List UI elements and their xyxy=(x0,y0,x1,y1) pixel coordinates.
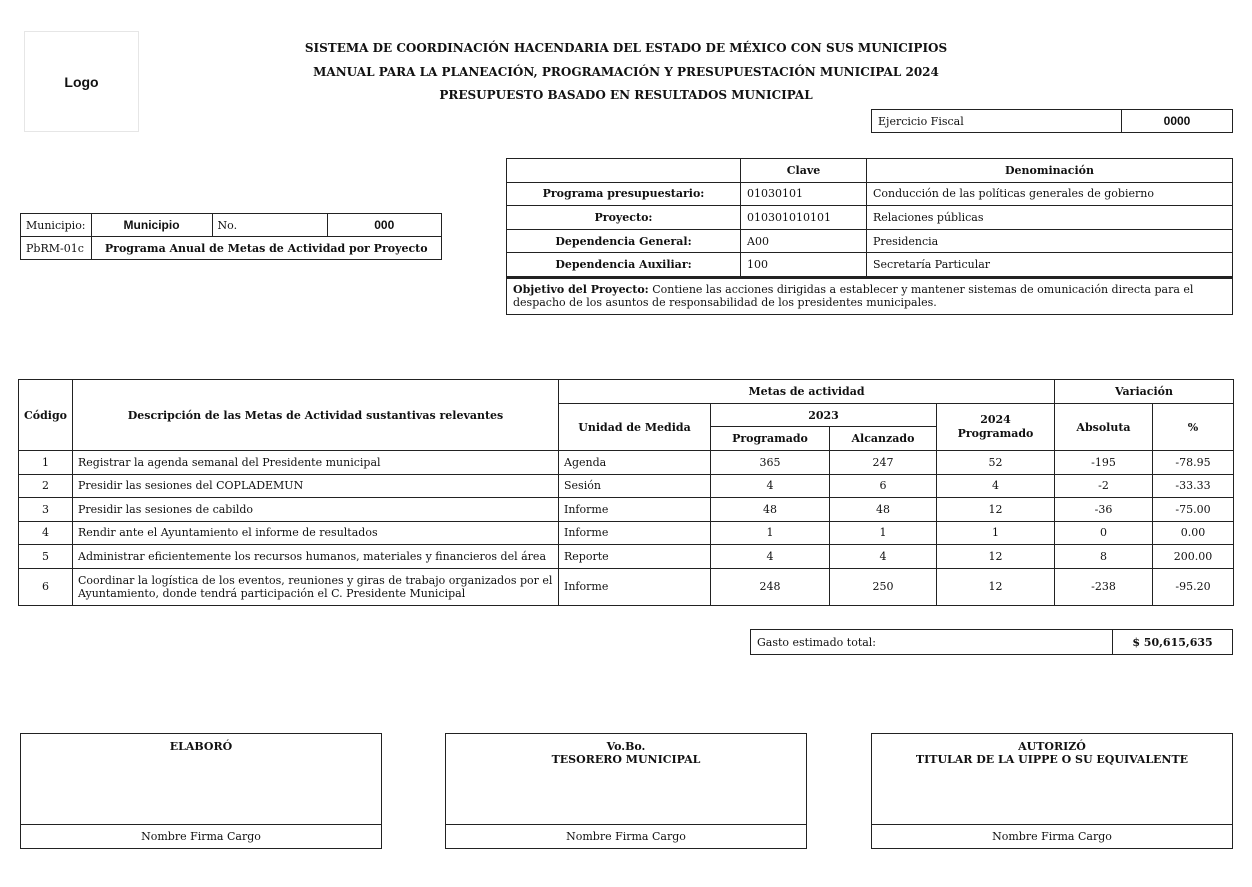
numero-label: No. xyxy=(212,214,327,237)
cell-descripcion: Presidir las sesiones del COPLADEMUN xyxy=(73,474,559,498)
descripcion-header: Descripción de las Metas de Actividad sustantivas relevantes xyxy=(73,380,559,451)
year-2024-label: 2024 xyxy=(980,413,1011,426)
cell-codigo: 2 xyxy=(19,474,73,498)
programa-row-clave: A00 xyxy=(741,229,867,253)
cell-porcentaje: -75.00 xyxy=(1153,498,1234,522)
firma-autorizo-title xyxy=(872,740,1232,766)
firma-title-line1: Vo.Bo. xyxy=(606,740,646,753)
cell-unidad: Informe xyxy=(559,498,711,522)
cell-codigo: 4 xyxy=(19,521,73,545)
firma-title-line1: AUTORIZÓ xyxy=(1018,740,1086,753)
cell-descripcion: Presidir las sesiones de cabildo xyxy=(73,498,559,522)
cell-porcentaje: 200.00 xyxy=(1153,545,1234,569)
numero-value: 000 xyxy=(327,214,441,237)
cell-unidad: Informe xyxy=(559,568,711,605)
municipio-value: Municipio xyxy=(91,214,212,237)
cell-codigo: 3 xyxy=(19,498,73,522)
table-row xyxy=(19,474,1234,498)
cell-alcanzado-2023: 247 xyxy=(830,451,937,475)
cell-alcanzado-2023: 48 xyxy=(830,498,937,522)
cell-programado-2024: 52 xyxy=(937,451,1055,475)
programa-table xyxy=(506,158,1233,277)
gasto-table xyxy=(750,629,1233,655)
cell-absoluta: -2 xyxy=(1055,474,1153,498)
gasto-label: Gasto estimado total: xyxy=(751,630,1113,655)
cell-descripcion: Rendir ante el Ayuntamiento el informe de resultados xyxy=(73,521,559,545)
table-row xyxy=(19,568,1234,605)
firma-autorizo xyxy=(871,733,1233,849)
cell-porcentaje: -78.95 xyxy=(1153,451,1234,475)
cell-alcanzado-2023: 250 xyxy=(830,568,937,605)
programa-row xyxy=(507,182,1233,206)
year-2023-header: 2023 xyxy=(711,404,937,427)
table-row xyxy=(19,498,1234,522)
codigo-header: Código xyxy=(19,380,73,451)
header-title-2: MANUAL PARA LA PLANEACIÓN, PROGRAMACIÓN Y PRESUPUESTACIÓN MUNICIPAL 2024 xyxy=(313,65,939,79)
cell-programado-2024: 12 xyxy=(937,498,1055,522)
programa-row xyxy=(507,206,1233,230)
firma-vobo-title xyxy=(446,740,806,766)
cell-codigo: 5 xyxy=(19,545,73,569)
cell-programado-2023: 48 xyxy=(711,498,830,522)
ejercicio-fiscal-label: Ejercicio Fiscal xyxy=(872,110,1122,133)
cell-programado-2024: 12 xyxy=(937,545,1055,569)
programa-row xyxy=(507,229,1233,253)
programa-row-label: Proyecto: xyxy=(507,206,741,230)
programa-row-clave: 01030101 xyxy=(741,182,867,206)
programa-row-denominacion: Relaciones públicas xyxy=(867,206,1233,230)
cell-unidad: Agenda xyxy=(559,451,711,475)
form-code: PbRM-01c xyxy=(21,237,92,260)
firma-title-line1: ELABORÓ xyxy=(169,740,233,753)
cell-absoluta: 0 xyxy=(1055,521,1153,545)
variacion-header: Variación xyxy=(1055,380,1234,404)
ejercicio-fiscal-table xyxy=(871,109,1233,133)
programa-row-denominacion: Conducción de las políticas generales de gobierno xyxy=(867,182,1233,206)
cell-programado-2023: 4 xyxy=(711,545,830,569)
objetivo-proyecto xyxy=(506,277,1233,315)
cell-absoluta: -36 xyxy=(1055,498,1153,522)
table-row xyxy=(19,545,1234,569)
cell-codigo: 6 xyxy=(19,568,73,605)
logo-placeholder: Logo xyxy=(24,31,139,132)
year-2024-header xyxy=(937,404,1055,451)
municipio-table xyxy=(20,213,442,260)
cell-descripcion: Coordinar la logística de los eventos, reuniones y giras de trabajo organizados por el Ayuntamiento, donde tendrá participación el C. Presidente Municipal xyxy=(73,568,559,605)
cell-programado-2023: 248 xyxy=(711,568,830,605)
cell-unidad: Sesión xyxy=(559,474,711,498)
year-2024-sub: Programado xyxy=(957,427,1034,440)
firma-elaboro xyxy=(20,733,382,849)
header-title-1: SISTEMA DE COORDINACIÓN HACENDARIA DEL ESTADO DE MÉXICO CON SUS MUNICIPIOS xyxy=(304,41,948,55)
gasto-value: $ 50,615,635 xyxy=(1113,630,1233,655)
cell-porcentaje: -33.33 xyxy=(1153,474,1234,498)
absoluta-header: Absoluta xyxy=(1055,404,1153,451)
clave-header: Clave xyxy=(741,159,867,183)
programa-row-label: Programa presupuestario: xyxy=(507,182,741,206)
cell-unidad: Reporte xyxy=(559,545,711,569)
firma-elaboro-title xyxy=(21,740,381,753)
table-row xyxy=(19,521,1234,545)
programa-header-empty xyxy=(507,159,741,183)
cell-absoluta: -238 xyxy=(1055,568,1153,605)
denominacion-header: Denominación xyxy=(867,159,1233,183)
table-row xyxy=(19,451,1234,475)
cell-porcentaje: 0.00 xyxy=(1153,521,1234,545)
firma-footer: Nombre Firma Cargo xyxy=(446,824,806,848)
cell-codigo: 1 xyxy=(19,451,73,475)
cell-programado-2023: 4 xyxy=(711,474,830,498)
cell-alcanzado-2023: 6 xyxy=(830,474,937,498)
firma-footer: Nombre Firma Cargo xyxy=(872,824,1232,848)
programa-row-clave: 010301010101 xyxy=(741,206,867,230)
cell-programado-2024: 4 xyxy=(937,474,1055,498)
programa-row-label: Dependencia General: xyxy=(507,229,741,253)
cell-absoluta: -195 xyxy=(1055,451,1153,475)
metas-table xyxy=(18,379,1234,606)
objetivo-text: Contiene las acciones dirigidas a establecer y mantener sistemas de omunicación directa para el despacho de los asuntos de responsabilidad de los presidentes municipales. xyxy=(513,283,1194,309)
programado-2023-header: Programado xyxy=(711,427,830,451)
cell-descripcion: Registrar la agenda semanal del Presidente municipal xyxy=(73,451,559,475)
cell-unidad: Informe xyxy=(559,521,711,545)
alcanzado-2023-header: Alcanzado xyxy=(830,427,937,451)
cell-alcanzado-2023: 1 xyxy=(830,521,937,545)
cell-programado-2024: 1 xyxy=(937,521,1055,545)
metas-actividad-header: Metas de actividad xyxy=(559,380,1055,404)
cell-programado-2023: 1 xyxy=(711,521,830,545)
firma-vobo xyxy=(445,733,807,849)
porcentaje-header: % xyxy=(1153,404,1234,451)
unidad-medida-header: Unidad de Medida xyxy=(559,404,711,451)
cell-descripcion: Administrar eficientemente los recursos humanos, materiales y financieros del área xyxy=(73,545,559,569)
header-title-3: PRESUPUESTO BASADO EN RESULTADOS MUNICIPAL xyxy=(439,88,813,102)
firma-title-line2: TESORERO MUNICIPAL xyxy=(551,753,701,766)
municipio-label: Municipio: xyxy=(21,214,92,237)
programa-row-denominacion: Secretaría Particular xyxy=(867,253,1233,277)
programa-row xyxy=(507,253,1233,277)
cell-programado-2023: 365 xyxy=(711,451,830,475)
form-title: Programa Anual de Metas de Actividad por Proyecto xyxy=(91,237,441,260)
objetivo-label: Objetivo del Proyecto: xyxy=(513,283,649,296)
cell-programado-2024: 12 xyxy=(937,568,1055,605)
programa-row-clave: 100 xyxy=(741,253,867,277)
firma-footer: Nombre Firma Cargo xyxy=(21,824,381,848)
programa-row-label: Dependencia Auxiliar: xyxy=(507,253,741,277)
ejercicio-fiscal-value: 0000 xyxy=(1122,110,1233,133)
firma-title-line2: TITULAR DE LA UIPPE O SU EQUIVALENTE xyxy=(915,753,1189,766)
cell-porcentaje: -95.20 xyxy=(1153,568,1234,605)
cell-absoluta: 8 xyxy=(1055,545,1153,569)
cell-alcanzado-2023: 4 xyxy=(830,545,937,569)
programa-row-denominacion: Presidencia xyxy=(867,229,1233,253)
